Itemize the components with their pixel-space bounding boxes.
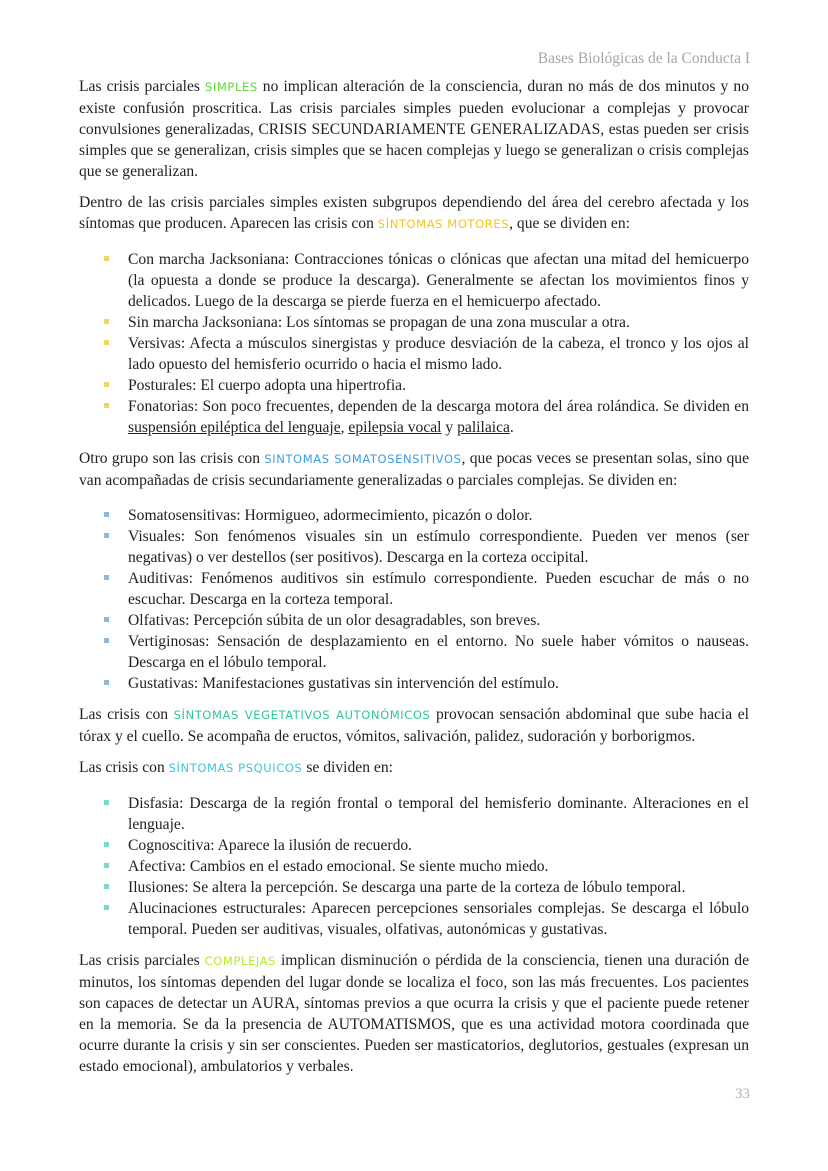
item-text: Somatosensitivas: Hormigueo, adormecimiento, picazón o dolor. xyxy=(128,507,533,524)
paragraph-somatosensitivos xyxy=(79,448,749,491)
highlight-sintomas-psiquicos: SÍNTOMAS PSQUICOS xyxy=(168,761,303,775)
text: , que pocas veces se presentan solas, sino que van acompañadas de crisis secundariamente generalizadas o parciales complejas. Se dividen en: xyxy=(79,450,750,489)
list-item xyxy=(79,505,749,526)
text: provocan sensación abdominal que sube hacia el tórax y el cuello. Se acompaña de eructos, vómitos, salivación, palidez, sudoración y borborigmos. xyxy=(79,706,749,745)
bullet-icon xyxy=(104,800,109,805)
list-item xyxy=(79,856,749,877)
bullet-icon xyxy=(104,884,109,889)
bullet-icon xyxy=(104,533,109,538)
page-body xyxy=(79,76,749,1087)
item-text: Versivas: Afecta a músculos sinergistas y produce desviación de la cabeza, el tronco y los ojos al lado opuesto del hemisferio ocurrido o hacia el mismo lado. xyxy=(128,335,749,373)
bullet-icon xyxy=(104,905,109,910)
item-text: Afectiva: Cambios en el estado emocional. Se siente mucho miedo. xyxy=(128,858,549,875)
list-item xyxy=(79,333,749,375)
page-number: 33 xyxy=(735,1086,750,1102)
underlined-term: suspensión epiléptica del lenguaje xyxy=(128,419,341,436)
item-text: Olfativas: Percepción súbita de un olor desagradables, son breves. xyxy=(128,612,541,629)
list-item xyxy=(79,877,749,898)
somatosensory-list xyxy=(79,505,749,694)
highlight-sintomas-vegetativos: SÍNTOMAS VEGETATIVOS AUTONÓMICOS xyxy=(173,708,431,722)
bullet-icon xyxy=(104,340,109,345)
motor-list xyxy=(79,249,749,438)
text: Las crisis con xyxy=(79,706,174,723)
text: Las crisis parciales xyxy=(79,78,206,95)
paragraph-simples xyxy=(79,76,749,182)
bullet-icon xyxy=(104,638,109,643)
text: no implican alteración de la consciencia, duran no más de dos minutos y no existe confusión proscritica. Las crisis parciales simples pueden evolucionar a complejas y provocar convulsiones generalizadas, CRISIS SECUNDARIAMENTE GENERALIZADAS, estas pueden ser crisis simples que se generalizan, crisis simples que se hacen complejas y luego se generalizan o crisis complejas que se generalizan. xyxy=(79,78,749,180)
bullet-icon xyxy=(104,680,109,685)
bullet-icon xyxy=(104,403,109,408)
list-item xyxy=(79,312,749,333)
paragraph-complejas xyxy=(79,950,749,1077)
item-text: Fonatorias: Son poco frecuentes, dependen de la descarga motora del área rolándica. Se dividen en xyxy=(128,398,749,415)
item-text: Sin marcha Jacksoniana: Los síntomas se propagan de una zona muscular a otra. xyxy=(128,314,630,331)
item-text: Posturales: El cuerpo adopta una hipertrofia. xyxy=(128,377,406,394)
bullet-icon xyxy=(104,256,109,261)
list-item xyxy=(79,249,749,312)
separator: y xyxy=(441,419,458,436)
highlight-sintomas-motores: SÍNTOMAS MOTORES xyxy=(377,217,510,231)
list-item-fonatorias xyxy=(79,396,749,438)
list-item xyxy=(79,526,749,568)
highlight-simples: SIMPLES xyxy=(205,80,258,94)
list-item xyxy=(79,610,749,631)
text: Dentro de las crisis parciales simples existen subgrupos dependiendo del área del cerebro afectada y los síntomas que producen. Aparecen las crisis con xyxy=(79,194,749,232)
item-text: Visuales: Son fenómenos visuales sin un estímulo correspondiente. Pueden ver menos (ser negativas) o ver destellos (ser positivos). Descarga en la corteza occipital. xyxy=(128,528,749,566)
underlined-term: palilaica xyxy=(457,419,510,436)
item-text: Auditivas: Fenómenos auditivos sin estímulo correspondiente. Pueden escuchar de más o no escuchar. Descarga en la corteza temporal. xyxy=(128,570,749,608)
bullet-icon xyxy=(104,842,109,847)
bullet-icon xyxy=(104,382,109,387)
underlined-term: epilepsia vocal xyxy=(348,419,442,436)
item-text: Cognoscitiva: Aparece la ilusión de recuerdo. xyxy=(128,837,413,854)
paragraph-subgrupos xyxy=(79,192,749,235)
highlight-sintomas-somatosensitivos: SINTOMAS SOMATOSENSITIVOS xyxy=(264,452,462,466)
bullet-icon xyxy=(104,617,109,622)
bullet-icon xyxy=(104,319,109,324)
item-text: Disfasia: Descarga de la región frontal o temporal del hemisferio dominante. Alteraciones en el lenguaje. xyxy=(128,795,749,833)
item-text: Gustativas: Manifestaciones gustativas sin intervención del estímulo. xyxy=(128,675,559,692)
list-item xyxy=(79,631,749,673)
running-header: Bases Biológicas de la Conducta I xyxy=(537,50,750,67)
text: Las crisis con xyxy=(79,759,169,776)
item-text: Vertiginosas: Sensación de desplazamiento en el entorno. No suele haber vómitos o nauseas. Descarga en el lóbulo temporal. xyxy=(128,633,749,671)
item-text: Con marcha Jacksoniana: Contracciones tónicas o clónicas que afectan una mitad del hemicuerpo (la opuesta a donde se produce la descarga). Generalmente se afectan los movimientos finos y delicados. Luego de la descarga se pierde fuerza en el hemicuerpo afectado. xyxy=(128,251,749,310)
highlight-complejas: COMPLEJAS xyxy=(204,954,277,968)
paragraph-vegetativos xyxy=(79,704,749,747)
separator: , xyxy=(340,419,349,436)
list-item xyxy=(79,793,749,835)
item-text: Ilusiones: Se altera la percepción. Se descarga una parte de la corteza de lóbulo temporal. xyxy=(128,879,686,896)
bullet-icon xyxy=(104,575,109,580)
text: se dividen en: xyxy=(302,759,393,776)
psychic-list xyxy=(79,793,749,940)
list-item xyxy=(79,568,749,610)
item-text: Alucinaciones estructurales: Aparecen percepciones sensoriales complejas. Se descarga el lóbulo temporal. Pueden ser auditivas, visuales, olfativas, autonómicas y gustativas. xyxy=(128,900,749,938)
list-item xyxy=(79,375,749,396)
bullet-icon xyxy=(104,512,109,517)
paragraph-psiquicos xyxy=(79,757,749,779)
list-item xyxy=(79,673,749,694)
text: Otro grupo son las crisis con xyxy=(79,450,265,467)
bullet-icon xyxy=(104,863,109,868)
text: Las crisis parciales xyxy=(79,952,205,969)
list-item xyxy=(79,835,749,856)
list-item xyxy=(79,898,749,940)
separator: . xyxy=(509,419,514,436)
text: , que se dividen en: xyxy=(509,215,630,232)
text: implican disminución o pérdida de la consciencia, tienen una duración de minutos, los síntomas dependen del lugar donde se localiza el foco, son las más frecuentes. Los pacientes son capaces de detectar un AURA, síntomas previos a que ocurra la crisis y que el paciente puede retener en la memoria. Se da la presencia de AUTOMATISMOS, que es una actividad motora coordinada que ocurre durante la crisis y sin ser conscientes. Pueden ser masticatorios, deglutorios, gestuales (expresan un estado emocional), ambulatorios y verbales. xyxy=(79,952,749,1075)
